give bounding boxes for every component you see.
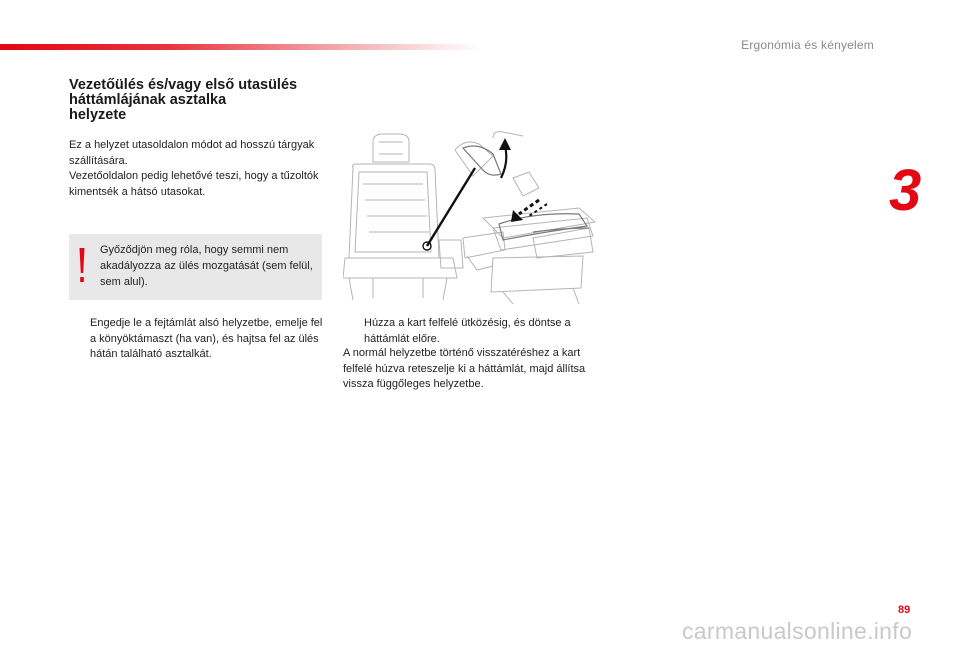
chapter-number: 3 (889, 158, 922, 223)
warning-box (69, 234, 322, 300)
section-title-line: helyzete (69, 107, 127, 123)
note-text: A normál helyzetbe történő visszatéréshez a kart felfelé húzva reteszelje ki a háttámlát, majd állítsa vissza függőleges helyzetbe. (343, 347, 586, 390)
seat-table-illustration (343, 128, 603, 304)
exclamation-icon (78, 248, 86, 284)
chapter-title: Ergonómia és kényelem (741, 38, 874, 52)
intro-paragraph: Vezetőoldalon pedig lehetővé teszi, hogy a tűzoltók kimentsék a hátsó utasokat. (69, 170, 319, 198)
step-item (69, 316, 331, 363)
step-item (343, 316, 605, 347)
section-title-line: háttámlájának asztalka (69, 92, 227, 108)
section-title-line: Vezetőülés és/vagy első utasülés (69, 77, 298, 93)
step-text: Húzza a kart felfelé ütközésig, és döntse a háttámlát előre. (364, 317, 571, 345)
intro-text (69, 138, 329, 200)
step-text: Engedje le a fejtámlát alsó helyzetbe, emelje fel a könyöktámaszt (ha van), és hajtsa fel az ülés hátán található asztalkát. (90, 317, 323, 360)
intro-paragraph: Ez a helyzet utasoldalon módot ad hosszú tárgyak szállítására. (69, 139, 315, 167)
header-accent-bar (0, 44, 480, 50)
section-title (69, 78, 339, 123)
warning-text: Győződjön meg róla, hogy semmi nem akadályozza az ülés mozgatását (sem felül, sem alul). (100, 244, 313, 288)
watermark-text[interactable]: carmanualsonline.info (682, 618, 913, 644)
page-number: 89 (898, 604, 911, 616)
